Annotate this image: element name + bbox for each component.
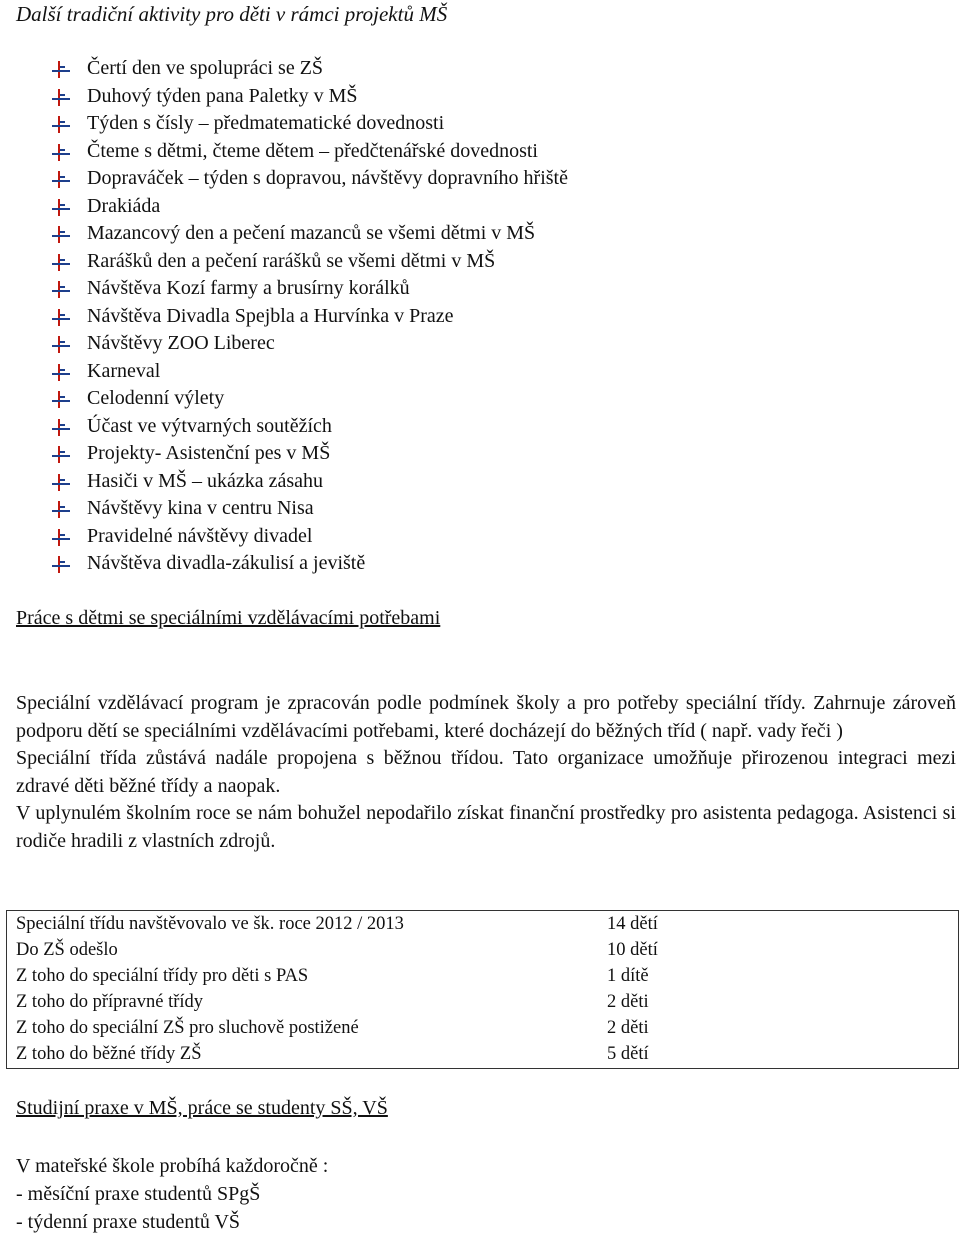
arrow-bullet-icon [52,61,70,78]
arrow-bullet-icon [52,419,70,436]
special-needs-heading: Práce s dětmi se speciálními vzdělávacími potřebami [16,607,441,629]
paragraph: Speciální vzdělávací program je zpracován podle podmínek školy a pro potřeby speciální třídy. Zahrnuje zároveň podporu dětí se speciálními vzdělávacími potřebami, které docházejí do běžných tříd ( např. vady řeči ) [16,692,956,742]
activity-text: Čteme s dětmi, čteme dětem – předčtenářské dovednosti [87,139,538,162]
stats-value: 5 dětí [607,1044,649,1064]
arrow-bullet-icon [52,556,70,573]
activity-text: Duhový týden pana Paletky v MŠ [87,84,358,107]
activity-text: Návštěva divadla-zákulisí a jeviště [87,552,366,574]
arrow-bullet-icon [52,199,70,216]
stats-label: Z toho do běžné třídy ZŠ [16,1044,202,1064]
activity-text: Čertí den ve spolupráci se ZŠ [87,57,324,79]
activity-text: Návštěva Divadla Spejbla a Hurvínka v Praze [87,304,454,327]
arrow-bullet-icon [52,144,70,161]
arrow-bullet-icon [52,529,70,546]
stats-row [7,937,958,963]
arrow-bullet-icon [52,364,70,381]
arrow-bullet-icon [52,116,70,133]
activities-heading: Další tradiční aktivity pro děti v rámci projektů MŠ [16,2,448,26]
stats-label: Z toho do přípravné třídy [16,992,204,1012]
paragraph: Speciální třída zůstává nadále propojena s běžnou třídou. Tato organizace umožňuje přirozenou integraci mezi zdravé děti běžné třídy a naopak. [16,747,956,797]
special-needs-text [16,690,956,855]
activity-text: Dopraváček – týden s dopravou, návštěvy dopravního hřiště [87,167,568,189]
activity-text: Týden s čísly – předmatematické dovednosti [87,112,445,134]
stats-row [7,1015,958,1041]
practice-line: - měsíční praxe studentů SPgŠ [16,1183,261,1205]
practice-line: V mateřské škole probíhá každoročně : [16,1155,329,1177]
stats-label: Z toho do speciální ZŠ pro sluchově postižené [16,1018,359,1038]
stats-label: Z toho do speciální třídy pro děti s PAS [16,966,309,986]
activity-text: Hasiči v MŠ – ukázka zásahu [87,469,324,492]
arrow-bullet-icon [52,501,70,518]
arrow-bullet-icon [52,336,70,353]
activity-text: Návštěvy ZOO Liberec [87,332,275,354]
arrow-bullet-icon [52,89,70,106]
activity-text: Celodenní výlety [87,387,225,409]
activity-text: Projekty- Asistenční pes v MŠ [87,442,331,464]
paragraph: V uplynulém školním roce se nám bohužel nepodařilo získat finanční prostředky pro asistenta pedagoga. Asistenci si rodiče hradili z vlastních zdrojů. [16,802,956,852]
activity-text: Pravidelné návštěvy divadel [87,524,313,547]
arrow-bullet-icon [52,171,70,188]
activity-text: Účast ve výtvarných soutěžích [87,414,332,437]
arrow-bullet-icon [52,254,70,271]
stats-row [7,1041,958,1067]
arrow-bullet-icon [52,474,70,491]
activity-text: Drakiáda [87,194,161,217]
stats-row [7,911,958,937]
arrow-bullet-icon [52,446,70,463]
stats-row [7,989,958,1015]
stats-value: 2 děti [607,1018,649,1038]
stats-value: 1 dítě [607,966,649,986]
activity-text: Návštěvy kina v centru Nisa [87,497,314,519]
practice-lines [16,1152,328,1236]
practice-heading: Studijní praxe v MŠ, práce se studenty SŠ, VŠ [16,1097,388,1119]
activity-text: Mazancový den a pečení mazanců se všemi dětmi v MŠ [87,222,536,244]
activity-text: Karneval [87,359,161,382]
stats-value: 10 dětí [607,940,658,960]
stats-table [6,910,959,1069]
activity-text: Návštěva Kozí farmy a brusírny korálků [87,277,410,299]
stats-row [7,963,958,989]
arrow-bullet-icon [52,391,70,408]
stats-label: Do ZŠ odešlo [16,940,118,960]
arrow-bullet-icon [52,309,70,326]
activity-text: Rarášků den a pečení rarášků se všemi dětmi v MŠ [87,249,496,272]
stats-value: 2 děti [607,992,649,1012]
stats-value: 14 dětí [607,914,658,934]
arrow-bullet-icon [52,281,70,298]
practice-line: - týdenní praxe studentů VŠ [16,1211,241,1233]
arrow-bullet-icon [52,226,70,243]
stats-label: Speciální třídu navštěvovalo ve šk. roce 2012 / 2013 [16,914,404,934]
